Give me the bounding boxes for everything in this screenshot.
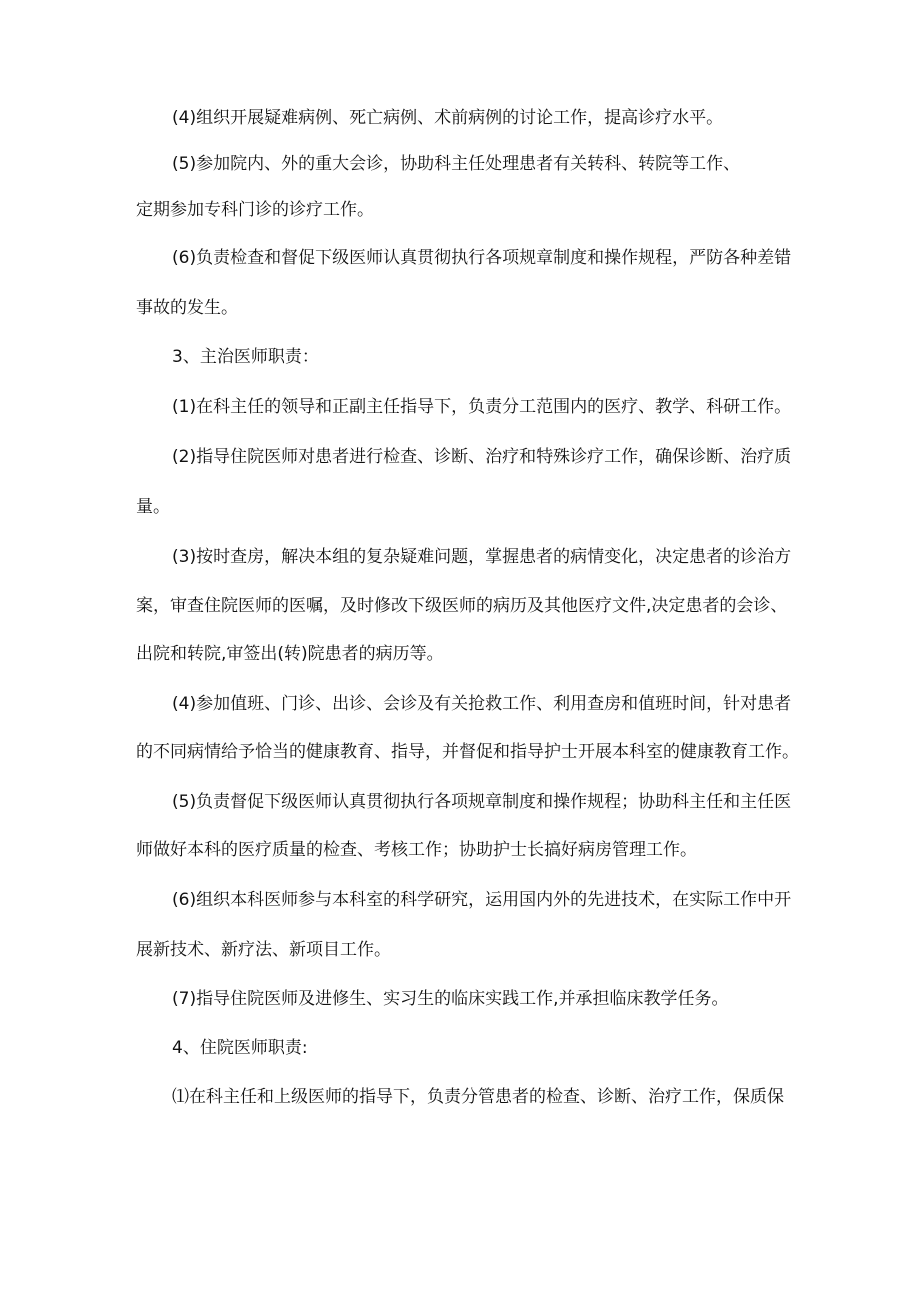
text-line: 量。 — [136, 497, 170, 517]
text-line: 展新技术、新疗法、新项目工作。 — [136, 940, 391, 960]
text-line: 定期参加专科门诊的诊疗工作。 — [136, 200, 374, 220]
section-heading: 3、主治医师职责： — [172, 347, 319, 367]
text-line: (6)负责检查和督促下级医师认真贯彻执行各项规章制度和操作规程，严防各种差错 — [172, 248, 792, 268]
text-line: 的不同病情给予恰当的健康教育、指导，并督促和指导护士开展本科室的健康教育工作。 — [136, 742, 799, 762]
text-line: (3)按时查房，解决本组的复杂疑难问题，掌握患者的病情变化，决定患者的诊治方 — [172, 547, 792, 567]
text-line: (2)指导住院医师对患者进行检查、诊断、治疗和特殊诊疗工作，确保诊断、治疗质 — [172, 447, 792, 467]
text-line: (4)组织开展疑难病例、死亡病例、术前病例的讨论工作，提高诊疗水平。 — [172, 108, 724, 128]
text-line: 师做好本科的医疗质量的检查、考核工作；协助护士长搞好病房管理工作。 — [136, 840, 697, 860]
text-line: 事故的发生。 — [136, 298, 238, 318]
text-line: (6)组织本科医师参与本科室的科学研究，运用国内外的先进技术，在实际工作中开 — [172, 890, 792, 910]
text-line: (7)指导住院医师及进修生、实习生的临床实践工作,并承担临床教学任务。 — [172, 989, 729, 1009]
text-line: (5)负责督促下级医师认真贯彻执行各项规章制度和操作规程；协助科主任和主任医 — [172, 792, 792, 812]
text-line: (4)参加值班、门诊、出诊、会诊及有关抢救工作、利用查房和值班时间，针对患者 — [172, 694, 792, 714]
text-line: (1)在科主任的领导和正副主任指导下，负责分工范围内的医疗、教学、科研工作。 — [172, 397, 792, 417]
text-line: 案，审查住院医师的医嘱，及时修改下级医师的病历及其他医疗文件,决定患者的会诊、 — [136, 596, 788, 616]
text-line: (5)参加院内、外的重大会诊，协助科主任处理患者有关转科、转院等工作、 — [172, 154, 741, 174]
text-line: 出院和转院,审签出(转)院患者的病历等。 — [136, 644, 444, 664]
section-heading: 4、住院医师职责: — [172, 1038, 308, 1058]
text-line: ⑴在科主任和上级医师的指导下，负责分管患者的检查、诊断、治疗工作，保质保 — [172, 1087, 784, 1107]
